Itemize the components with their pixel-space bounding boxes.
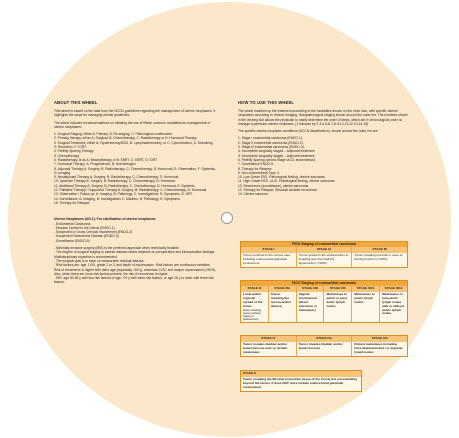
column-header: STAGE IIIC1 xyxy=(352,286,380,292)
modality-item: 15. Therapy for Relapse. xyxy=(54,200,91,205)
table-cell: Metastases to pelvic lymph nodes xyxy=(352,292,380,322)
condition-item: 9. Non-endometrioid Type II. xyxy=(238,170,280,175)
modalities-list xyxy=(54,132,217,205)
table-header: FIGO Staging of endometrial carcinoma xyxy=(241,281,407,286)
neoplasms-title: Uterine Neoplasms (UN-1): For clarification of uterine neoplasms xyxy=(54,217,156,222)
column-header: STAGE IB xyxy=(352,247,407,253)
modality-item: 8. Adjuvant Therapy A: Surgery, B: Radiotherapy, C: Chemotherapy, D: Hormonal, E: Observation, F: Systemic, G: Imaging. xyxy=(54,166,216,175)
condition-item: 4. Incomplete surgically staged – Adjuvant treatment. xyxy=(238,149,316,154)
column-header: STAGE IIIC2 xyxy=(380,286,407,292)
condition-item: 2. Stage II endometrial carcinoma (ENDO-2). xyxy=(238,140,304,145)
figo-stage-i-table xyxy=(240,241,408,268)
column-header: STAGE IVb xyxy=(352,336,407,342)
condition-item: 3. Stage III endometrial carcinoma (ENDO-3). xyxy=(238,145,305,150)
table-cell: Distant metastases including intra-abdominal and / or inguinal lymph nodes xyxy=(354,341,403,354)
table-cell: Metastases to para-aortic lymph nodes with or without pelvic lymph nodes xyxy=(382,291,405,316)
condition-item: 14. Uterine sarcoma xyxy=(238,192,268,197)
modality-item: 5. Chemotherapy xyxy=(54,153,80,158)
how-to-intro-2: The specific uterine neoplasm conditions (NCCN classification), shown around the outer rim are: xyxy=(238,129,379,134)
center-hole xyxy=(221,212,233,224)
condition-item: 8. Therapy for Relapse. xyxy=(238,166,273,171)
modality-item: 2. Primary therapy, either A: Surgical, B: Chemotherapy, C: Radiotherapy or D: Hormonal Therapy. xyxy=(54,136,198,141)
how-to-intro-1: The wheel matches up the treatment according to the modalities shown on the inner disc, with specific uterine neoplasms according to clinical, imaging, histopathological staging shown around the outer rim. The numbers shown in the viewing slot allows the physician to easily determine the order of steps, which are in chronological order, to manage a particular uterine neoplasm. (1 followed by 2-3-4-5-6-7-8-9-10-11-12-13-14-15) xyxy=(238,109,408,126)
note-item: - HIR: age 50-69 y with two risk factors or age >70 y with three risk factors, or age 18 y or older with three risk factors. xyxy=(54,276,214,285)
notes-list xyxy=(54,246,217,285)
modality-item: 12. Palliative Therapy / Supportive Therapy A: Surgery, B: Radiotherapy, C: Chemotherapy, D: Hormonal. xyxy=(54,188,208,193)
condition-item: 5. Incomplete surgically staged – Adjuvant treatment. xyxy=(238,153,316,158)
about-intro-2: The wheel includes recommendations on initiating the use of fifteen common modalities for management of uterine neoplasms: xyxy=(54,120,211,129)
modality-item: 7. Hormonal Therapy, A: Progesterone, B: Anti-estrogen. xyxy=(54,162,137,167)
column-header: STAGE IIIC xyxy=(324,286,352,292)
table-cell: Tumor confined to the corpus uteri, including endocervical glandular involvement xyxy=(241,253,297,267)
modality-item: 13. Observation / Follow-up: A: Imaging, B: Pathology, C: Investigations, D: Symptoms, E: HRT. xyxy=(54,192,193,197)
cell-note: (tumor invading serosa, adnexa, vagina or parametrium) xyxy=(243,308,262,321)
table-header: FIGO Staging of endometrial carcinoma xyxy=(241,242,407,247)
condition-item: 1. Stage I endometrial carcinoma (ENDO-1). xyxy=(238,136,303,141)
how-to-column xyxy=(238,100,408,200)
condition-item: 12. Recurrence (surveillance), uterine sarcomas. xyxy=(238,183,310,188)
neoplasm-item: - Disease Limited to the Uterus (ENDO-1) xyxy=(54,225,115,230)
column-header: STAGE IIIA xyxy=(269,286,297,292)
about-column xyxy=(54,100,217,288)
modality-item: 3. Surgical Treatment, either A: Hysterectomy/BSO, B: Lymphadenectomy, or C: Cytoreduction, D: Debulking, E: Resection, F: IORT. xyxy=(54,140,214,150)
condition-item: 13. Therapy for Relapse, Residual isolated recurrence. xyxy=(238,188,318,193)
condition-item: 6. Fertility Sparing options Stage IA G1 endometrioid. xyxy=(238,157,316,162)
table-cell: Tumor invading the serosa and/or adnexa xyxy=(269,292,297,322)
column-header: STAGE I xyxy=(241,247,297,253)
neoplasm-item: - Surveillance (ENDO-9) xyxy=(54,238,90,243)
conditions-list xyxy=(238,136,408,196)
neoplasm-item: - Suspected Extrauterine Disease (ENDO-3) xyxy=(54,234,119,239)
modality-item: 11. Additional Therapy A: Surgery, B: Radiotherapy, C: Chemotherapy, D: Hormonal, E: Systemic. xyxy=(54,183,196,188)
figo-stage-ii-table xyxy=(240,370,362,392)
about-intro-1: This wheel is based on the data from the NCCN guidelines regarding the management of uterine neoplasms. It highlights the steps for managing uterine guidelines. xyxy=(54,109,216,118)
column-header: STAGE IVa xyxy=(297,336,353,342)
column-header: STAGE IV xyxy=(241,336,297,342)
column-header: STAGE IIIB xyxy=(297,286,325,292)
column-header: STAGE II xyxy=(241,371,361,377)
figo-stage-iii-table xyxy=(240,280,408,323)
note-item: - The surgical goal is to have no measurable residual disease. xyxy=(54,258,145,263)
modality-item: 14. Surveillance: A: Imaging, B: Investigations C: Markers, D: Pathology, E: Symptoms. xyxy=(54,196,181,201)
modality-item: 1. Surgical Staging, either A: Primary, B: Re-staging, C: Pathological confirmation xyxy=(54,132,173,137)
condition-item: 7. Surveillance ENDO-9. xyxy=(238,162,274,167)
neoplasms-list xyxy=(54,217,217,243)
column-header: STAGE III xyxy=(241,286,269,292)
about-title: ABOUT THIS WHEEL xyxy=(54,100,98,105)
note-item: - Minimally invasive surgery (MIS) is the preferred approach when technically feasible. xyxy=(54,246,180,251)
table-cell: Tumor invades bladder and/or bowel mucosa xyxy=(297,342,353,356)
condition-item: 10. Low-Grade ESS, Pathological finding, uterine sarcomas. xyxy=(238,175,326,180)
modality-item: 4. Fertility Sparing Therapy xyxy=(54,149,94,154)
neoplasm-item: - Endometrial Carcinoma xyxy=(54,221,91,226)
column-header: STAGE IA xyxy=(297,247,353,253)
note-item: - Risk factors are: age, LVSI, grade 2 or 3, and depth of myoinvasion. Risk factors are continuous variables. Risk of recurrence is higher with older age (especially >60 y), extensive LVSI, and deeper myoinvasion (>50%). Also, when there are more risk factors present, the risk of recurrence is higher. xyxy=(54,263,217,276)
table-cell: Tumor invading the Stromal connective tissue of the Cervix but not extending beyond the uterus. It does NOT more include endocervical glandular involvement. xyxy=(243,376,358,389)
modality-item: 6. Radiotherapy, ie as A: Brachytherapy or B: EBRT, C: EBRT, D: IORT xyxy=(54,157,158,162)
cell-text: Local and/or regional spread of the tumor xyxy=(243,291,263,308)
table-cell: Metastases to pelvic or para-aortic lymph nodes xyxy=(324,292,352,322)
modality-item: 9. Neoadjuvant Therapy A: Surgery, B: Radiotherapy, C: Chemotherapy, D: Hormonal. xyxy=(54,175,180,180)
table-cell xyxy=(241,292,269,322)
how-to-title: HOW TO USE THIS WHEEL xyxy=(238,100,294,105)
modality-item: 10. Systemic Therapy A: Surgery, B: Radiotherapy, C: Chemotherapy, D: Hormonal. xyxy=(54,179,176,184)
figo-stage-iv-table xyxy=(240,335,408,357)
table-cell: Tumor limited to the endometrium or invading less than half the Myometrium (<50%) xyxy=(297,253,353,267)
condition-item: 11. High-Grade ESS –uUS, Pathological finding, uterine sarcomas. xyxy=(238,179,336,184)
table-cell: Vaginal involvement (direct extension or metastasis) xyxy=(297,292,325,322)
table-cell: Tumor invades bladder and/or bowel mucosa and / or distant metastases xyxy=(241,342,297,356)
neoplasm-item: - Suspected or Gross Cervical Involvement (ENDO-2) xyxy=(54,230,133,235)
note-item: - The degree of surgical staging to assess disease status depends on preoperative and intraoperative findings. Multidisciplinary expertise is recommended. xyxy=(54,250,216,259)
table-cell: Tumor invading one half or more of the Myometrium (>50%) xyxy=(354,252,403,261)
